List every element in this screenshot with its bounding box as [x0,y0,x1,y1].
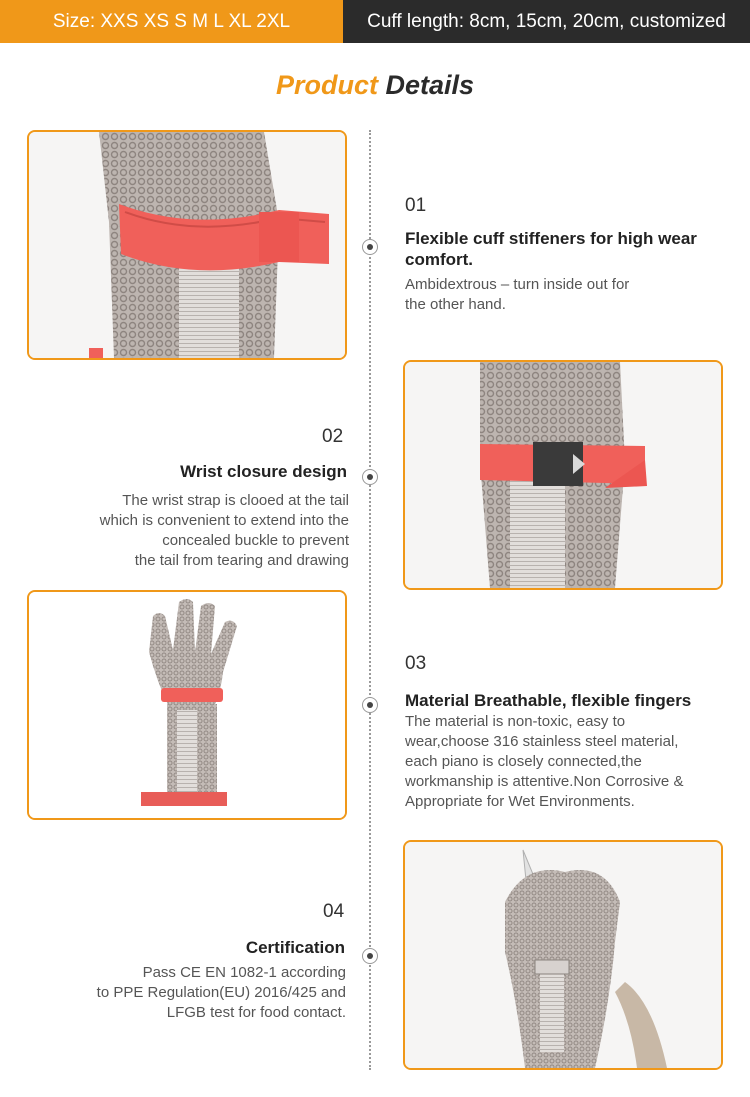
description-line: LFGB test for food contact. [166,1004,346,1021]
timeline-dot [362,239,378,255]
feature-heading: Certification [245,938,345,957]
description-line: The material is non-toxic, easy to [405,713,626,730]
feature-description [405,712,745,812]
feature-number: 01 [405,195,427,216]
description-line: workmanship is attentive.Non Corrosive & [405,773,684,790]
feature-heading: Material Breathable, flexible fingers [405,691,692,710]
description-line: Ambidextrous – turn inside out for [405,276,630,293]
feature-heading: Wrist closure design [180,462,347,481]
description-line: Appropriate for Wet Environments. [405,793,635,810]
feature-description [20,491,349,571]
size-label: Size: XXS XS S M L XL 2XL [0,0,343,43]
timeline-dot [362,697,378,713]
description-line: The wrist strap is clooed at the tail [122,492,349,509]
feature-number: 03 [405,653,427,674]
description-line: the other hand. [405,296,506,313]
cuff-length-label: Cuff length: 8cm, 15cm, 20cm, customized [343,0,750,43]
description-line: Pass CE EN 1082-1 according [142,964,346,981]
timeline-line [369,130,371,1070]
description-line: to PPE Regulation(EU) 2016/425 and [96,984,346,1001]
feature-description [405,275,735,315]
feature-heading: Flexible cuff stiffeners for high wear comfort. [405,229,697,269]
timeline-dot [362,948,378,964]
description-line: each piano is closely connected,the [405,753,642,770]
section-title [0,70,750,101]
title-part-details: Details [385,70,475,100]
feature-number: 04 [323,901,345,922]
description-line: concealed buckle to prevent [162,532,349,549]
description-line: the tail from tearing and drawing [134,552,349,569]
wrist-buckle-photo [403,360,723,590]
glove-cuff-strap-photo [27,130,347,360]
title-part-product: Product [275,70,378,100]
full-glove-photo [27,590,347,820]
glove-knife-photo [403,840,723,1070]
feature-number: 02 [322,426,344,447]
description-line: which is convenient to extend into the [99,512,349,529]
top-banner [0,0,750,43]
timeline-dot [362,469,378,485]
description-line: wear,choose 316 stainless steel material, [405,733,679,750]
feature-description [20,963,346,1023]
